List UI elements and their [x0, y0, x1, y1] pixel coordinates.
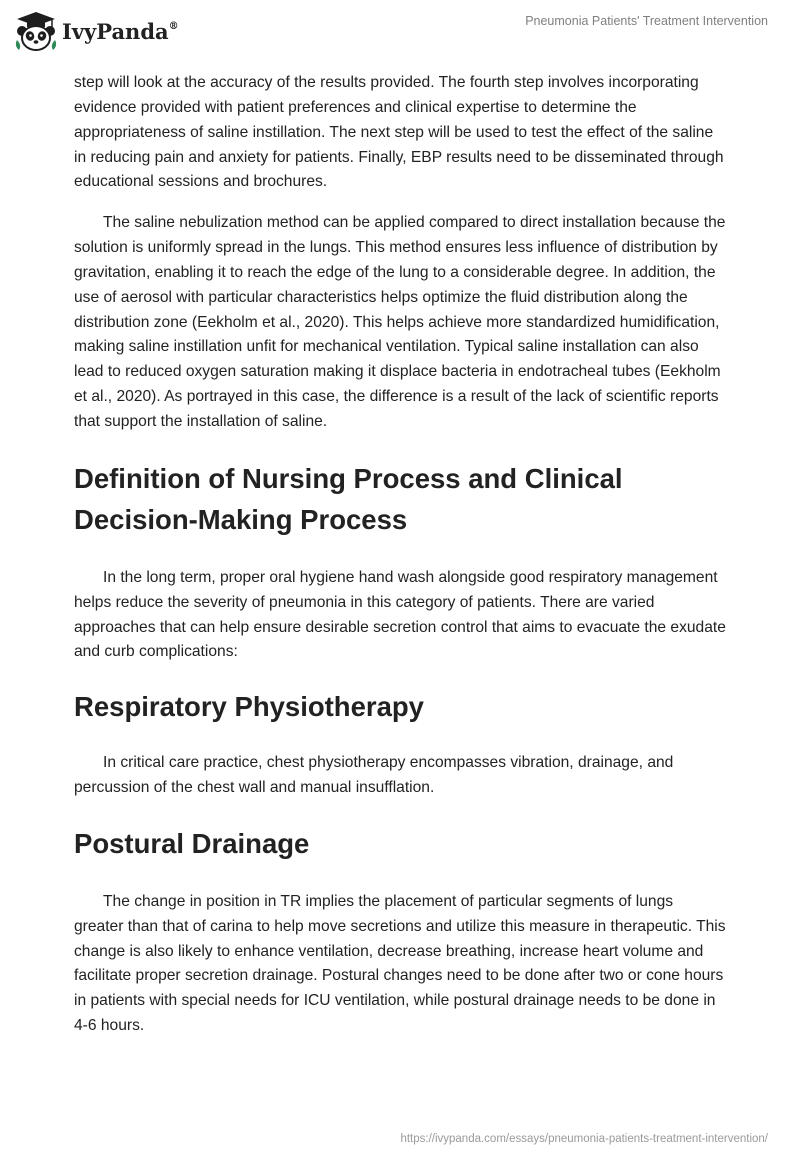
ivypanda-logo[interactable]	[14, 10, 179, 52]
document-title: Pneumonia Patients' Treatment Intervention	[525, 14, 768, 28]
paragraph: step will look at the accuracy of the results provided. The fourth step involves incorporating evidence provided with patient preferences and clinical expertise to determine the appropriateness of saline instillation. The next step will be used to test the effect of the saline in reducing pain and anxiety for patients. Finally, EBP results need to be disseminated through educational sessions and brochures.	[74, 74, 724, 191]
panda-graduate-icon	[14, 10, 58, 52]
paragraph: In the long term, proper oral hygiene hand wash alongside good respiratory management helps reduce the severity of pneumonia in this category of patients. There are varied approaches that can help ensure desirable secretion control that aims to evacuate the exudate and curb complications:	[74, 568, 726, 661]
source-url-link[interactable]: https://ivypanda.com/essays/pneumonia-patients-treatment-intervention/	[400, 1133, 768, 1145]
paragraph: In critical care practice, chest physiotherapy encompasses vibration, drainage, and percussion of the chest wall and manual insufflation.	[74, 754, 674, 797]
paragraph: The change in position in TR implies the placement of particular segments of lungs greater than that of carina to help move secretions and utilize this measure in therapeutic. This change is also likely to enhance ventilation, decrease breathing, increase heart volume and facilitate proper secretion drainage. Postural changes need to be done after two or cone hours in patients with special needs for ICU ventilation, while postural drainage needs to be done in 4-6 hours.	[74, 892, 726, 1035]
article-body	[74, 71, 726, 1039]
section-heading-definition: Definition of Nursing Process and Clinical Decision-Making Process	[74, 462, 623, 535]
paragraph: The saline nebulization method can be applied compared to direct installation because the solution is uniformly spread in the lungs. This method ensures less influence of distribution by gravitation, enabling it to reach the edge of the lung to a considerable degree. In addition, the use of aerosol with particular characteristics helps optimize the fluid distribution along the distribution zone (Eekholm et al., 2020). This helps achieve more standardized humidification, making saline instillation unfit for mechanical ventilation. Typical saline installation can also lead to reduced oxygen saturation making it displace bacteria in endotracheal tubes (Eekholm et al., 2020). As portrayed in this case, the difference is a result of the lack of scientific reports that support the installation of saline.	[74, 214, 726, 430]
section-heading-postural-drainage: Postural Drainage	[74, 827, 310, 859]
logo-wordmark: IvyPanda®	[62, 18, 179, 44]
page-header	[0, 0, 800, 60]
section-heading-respiratory-physiotherapy: Respiratory Physiotherapy	[74, 691, 424, 723]
